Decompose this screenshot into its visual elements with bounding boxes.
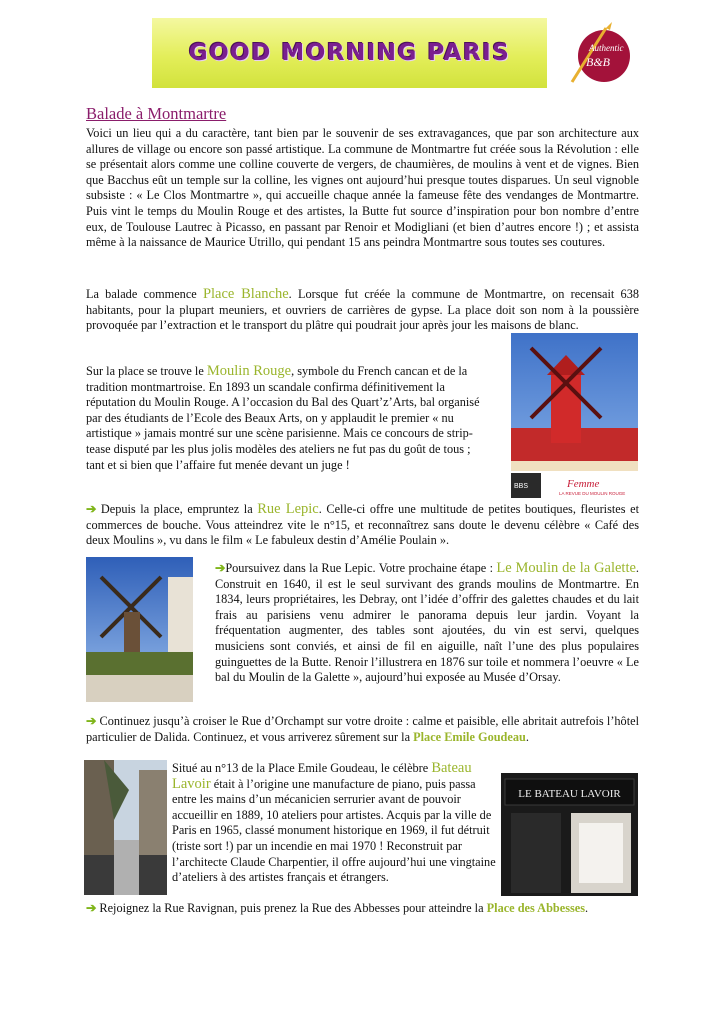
text: Sur la place se trouve le — [86, 364, 207, 378]
text: . — [525, 729, 529, 744]
text: La balade commence — [86, 287, 203, 301]
rue-lepic-link: Rue Lepic — [257, 501, 319, 517]
rue-ravignan-paragraph — [86, 901, 639, 917]
rue-orchampt-paragraph — [86, 714, 639, 745]
text: Depuis la place, empruntez la — [96, 502, 258, 516]
bateau-lavoir-photo — [501, 773, 638, 896]
authentic-bb-logo — [566, 20, 636, 90]
moulin-galette-photo — [86, 557, 193, 702]
text: . Celle-ci offre une multitude de petites boutiques, fleuristes et commerces de bouche. Vous atteindrez vite le n°15, et reconnaîtrez sans doute le devenu célèbre « Café des deux Moulins », vu dans le film « Le fabuleux destin d’Amélie Poulain ». — [86, 502, 639, 548]
header-banner — [152, 18, 547, 88]
rue-lepic-paragraph — [86, 502, 639, 549]
page-title: Balade à Montmartre — [86, 104, 227, 123]
street-photo — [84, 760, 167, 895]
moulin-rouge-sub: LA REVUE DU MOULIN ROUGE — [559, 491, 626, 496]
bateau-lavoir-sign: LE BATEAU LAVOIR — [518, 788, 621, 800]
arrow-icon: ➔ — [86, 901, 97, 915]
intro-paragraph: Voici un lieu qui a du caractère, tant bien par le souvenir de ses extravagances, que par son architecture aux allures de village ou encore son passé artistique. La commune de Montmartre fut créée sous la Révolution : elle se présentait alors comme une colline couverte de vergers, de chaumières, de moulins à vent et de vignes. Bien que Bacchus eût un temple sur la colline, les vignes ont aujourd’hui presque toutes disparues. Un seul vignoble subsiste : « Le Clos Montmartre », qui accueille chaque année la fameuse fête des vendanges de Montmartre. Puis vint le temps du Moulin Rouge et des artistes, la Butte fut source d’inspiration pour bon nombre d’entre eux, de Toulouse Lautrec à Picasso, en passant par Renoir et Modigliani (et bien d’autres encore !) ; et assista même à la naissance de Maurice Utrillo, qui pendant 15 ans peindra Montmartre sous toutes ses coutures. — [86, 126, 639, 250]
moulin-rouge-sign: Femme — [567, 478, 600, 490]
moulin-rouge-link: Moulin Rouge — [206, 363, 292, 379]
text: . Lorsque fut créée la commune de Montmartre, on recensait 638 habitants, pour la plupart meuniers, et ouvriers de carrières de gypse. La place doit son nom à la poussière provoquée par l’extraction et le transport du plâtre qui poudrait jour après jour les maisons de blanc. — [86, 287, 639, 333]
moulin-galette-paragraph — [215, 561, 639, 686]
moulin-rouge-photo — [511, 333, 638, 498]
arrow-icon: ➔ — [86, 502, 97, 516]
arrow-icon: ➔ — [215, 561, 226, 575]
logo-line1: Authentic — [589, 43, 624, 53]
text: Continuez jusqu’à croiser le Rue d’Orchampt sur votre droite : calme et paisible, elle abritait autrefois l’hôtel particulier de Dalida. Continuez, et vous arriverez sûrement sur la — [86, 714, 639, 744]
place-blanche-paragraph — [86, 287, 639, 334]
text: Situé au n°13 de la Place Emile Goudeau, le célèbre — [172, 761, 432, 775]
banner-title: GOOD MORNING PARIS — [188, 40, 511, 66]
arrow-icon: ➔ — [86, 714, 97, 728]
text: Poursuivez dans la Rue Lepic. Votre prochaine étape : — [225, 561, 497, 575]
text: Rejoignez la Rue Ravignan, puis prenez la Rue des Abbesses pour atteindre la — [96, 901, 487, 915]
bateau-lavoir-paragraph — [172, 761, 497, 886]
moulin-rouge-sign2: BBS — [514, 483, 529, 490]
text: . — [585, 901, 589, 915]
moulin-rouge-paragraph — [86, 364, 491, 473]
logo-line2: B&B — [586, 55, 610, 69]
moulin-galette-link: Le Moulin de la Galette — [496, 560, 636, 576]
text: . Construit en 1640, il est le seul survivant des grands moulins de Montmartre. En 1834, leurs propriétaires, les Debray, ont l’idée d’offrir des galettes chaudes et du lait frais au parisiens venu admirer le panorama depuis leur jardin. Voyant la fréquentation augmenter, des tables sont ajoutées, du vin est servi, quelques musiciens sont conviés, et ainsi de fil en aiguille, naît l’une des plus populaires guinguettes de la Butte. Renoir l’illustrera en 1876 sur toile et nommera l’oeuvre « Le bal du Moulin de la Galette », aujourd’hui exposée au Musée d’Orsay. — [215, 561, 639, 685]
bateau-lavoir-link: Bateau Lavoir — [172, 760, 472, 792]
place-emile-goudeau-link: Place Emile Goudeau — [413, 729, 526, 744]
text: était à l’origine une manufacture de piano, puis passa entre les mains d’un mécanicien serrurier avant de pouvoir accueillir en 1889, 10 ateliers pour artistes. Acquis par la ville de Paris en 1965, classé monument historique en 1969, il fut détruit (triste sort !) par un incendie en mai 1970 ! Reconstruit par l’architecte Claude Charpentier, il offre aujourd’hui une vingtaine d’ateliers à des artistes français et étrangers. — [172, 776, 496, 885]
place-abbesses-link: Place des Abbesses — [486, 901, 586, 915]
text: , symbole du French cancan et de la tradition montmartroise. En 1893 un scandale confirma définitivement la réputation du Moulin Rouge. A l’occasion du Bal des Quart’z’Arts, bal organisé par des étudiants de l’Ecole des Beaux Arts, on y applaudit le premier « nu artistique » jamais montré sur une scène parisienne. Mais ce concours de strip-tease disputé par les plus jolis modèles des ateliers ne fut pas du goût de tous ; tant et si bien que l’affaire fut menée devant un juge ! — [86, 364, 480, 472]
place-blanche-link: Place Blanche — [202, 286, 289, 302]
